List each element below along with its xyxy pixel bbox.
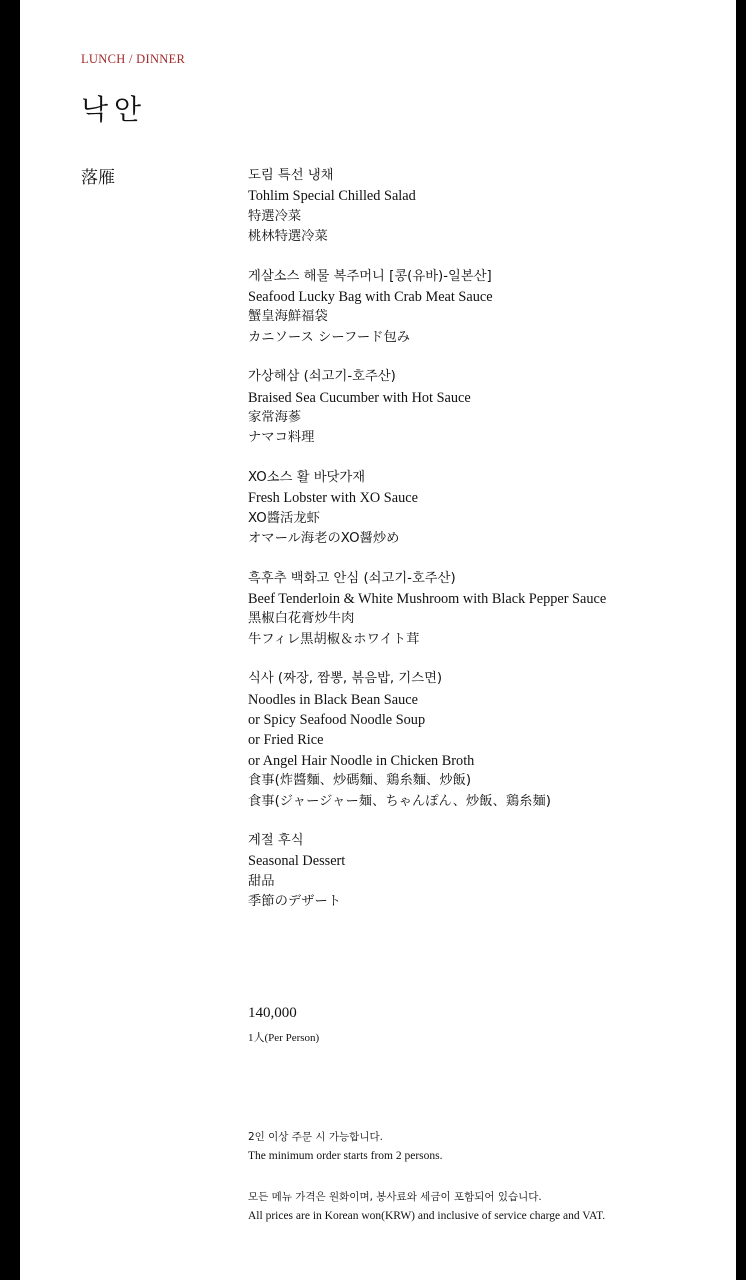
minimum-order-english: The minimum order starts from 2 persons. [248,1149,443,1162]
course-japanese-name: 牛フィレ黒胡椒＆ホワイト茸 [248,631,420,647]
course-english-option: or Angel Hair Noodle in Chicken Broth [248,752,475,769]
course-english-name: Braised Sea Cucumber with Hot Sauce [248,389,471,406]
course-item [248,468,718,550]
course-english-option: or Spicy Seafood Noodle Soup [248,711,426,728]
course-korean-name: 식사 (짜장, 짬뽕, 볶음밥, 기스면) [248,671,443,687]
course-english-option: or Fried Rice [248,732,324,749]
course-korean-name: 흑후추 백화고 안심 (쇠고기-호주산) [248,570,456,586]
course-japanese-name: ナマコ料理 [248,430,315,446]
course-chinese-name: 甜品 [248,873,275,889]
course-english-name: Noodles in Black Bean Sauce [248,691,418,708]
meal-label: LUNCH / DINNER [81,52,186,66]
course-english-name: Seafood Lucky Bag with Crab Meat Sauce [248,289,493,306]
course-japanese-name: 季節のデザート [248,894,342,910]
course-english-name: Seasonal Dessert [248,853,346,870]
price-info-english: All prices are in Korean won(KRW) and inclusive of service charge and VAT. [248,1209,606,1222]
course-chinese-name: 食事(炸醬麵、炒碼麵、鶏糸麵、炒飯) [248,773,472,789]
per-person-label: 1人(Per Person) [248,1032,320,1044]
course-english-name: Beef Tenderloin & White Mushroom with Black Pepper Sauce [248,590,607,607]
course-japanese-name: 食事(ジャージャー麺、ちゃんぽん、炒飯、鶏糸麺) [248,793,551,809]
course-item [248,367,718,449]
course-item [248,831,718,913]
course-chinese-name: XO醬活龙虾 [248,510,320,526]
course-item [248,669,718,812]
course-item [248,267,718,349]
course-chinese-name: 特選冷菜 [248,208,302,224]
menu-title: 낙안 [81,93,148,126]
course-japanese-name: カニソース シーフード包み [248,329,411,345]
course-japanese-name: オマール海老のXO醤炒め [248,531,400,547]
course-item [248,569,718,651]
course-korean-name: XO소스 활 바닷가재 [248,469,366,485]
course-japanese-name: 桃林特選冷菜 [248,229,328,245]
course-english-name: Tohlim Special Chilled Salad [248,188,416,205]
course-english-name: Fresh Lobster with XO Sauce [248,490,418,507]
set-name: 落雁 [81,168,115,188]
minimum-order-note [248,1128,443,1165]
course-korean-name: 도림 특선 냉채 [248,168,334,183]
minimum-order-korean: 2인 이상 주문 시 가능합니다. [248,1131,383,1143]
course-chinese-name: 蟹皇海鮮福袋 [248,309,328,325]
course-korean-name: 게살소스 해물 복주머니 [콩(유바)-일본산] [248,268,492,284]
course-chinese-name: 家常海蔘 [248,410,302,426]
price-info-korean: 모든 메뉴 가격은 원화이며, 봉사료와 세금이 포함되어 있습니다. [248,1191,542,1203]
course-list [248,166,718,932]
course-item [248,166,718,248]
price: 140,000 [248,1005,297,1021]
price-info-note [248,1188,605,1225]
menu-page [20,0,736,1280]
course-korean-name: 계절 후식 [248,832,304,848]
course-korean-name: 가상해삼 (쇠고기-호주산) [248,369,396,385]
course-chinese-name: 黑椒白花膏炒牛肉 [248,611,355,627]
